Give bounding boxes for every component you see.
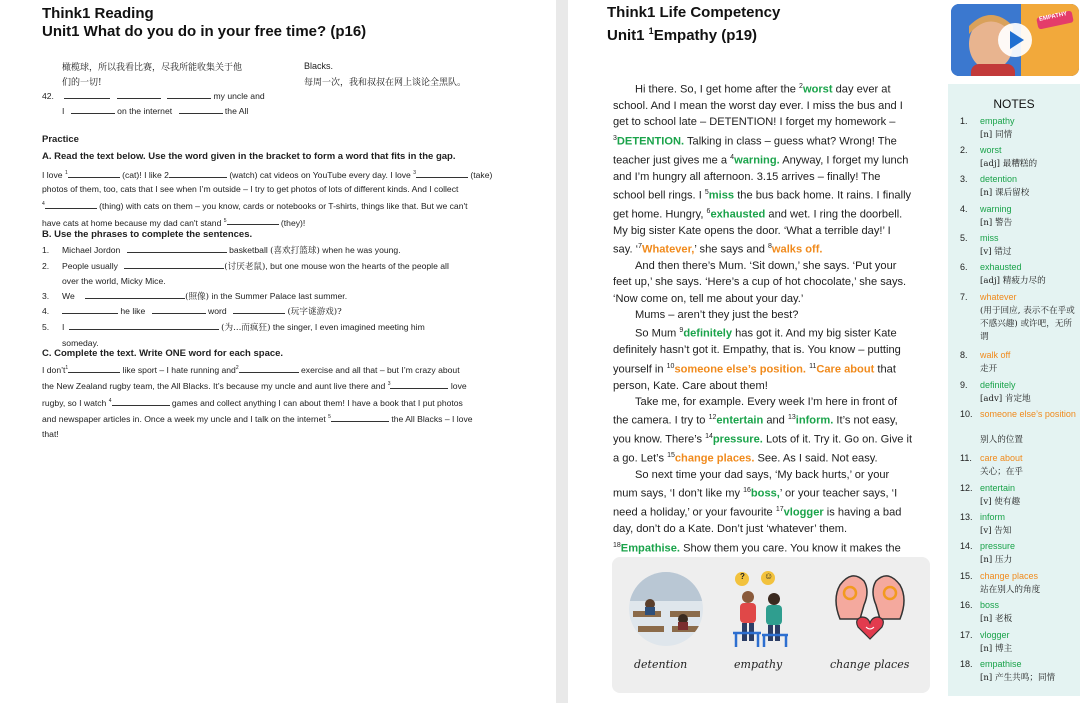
note-definition: [n] 警告 [980,218,1013,229]
note-definition: [n] 课后留校 [980,188,1030,199]
note-number: 18. [960,659,973,669]
left-title-line1: Think1 Reading [42,5,154,22]
list-item: 1. Michael Jordon basketball (喜欢打篮球) when he was young. [42,245,401,256]
note-definition: [n] 博主 [980,644,1013,655]
blank[interactable] [64,89,110,99]
blank[interactable] [71,104,115,114]
cn-line2: 们的一切! [62,78,102,88]
question-42-line2 [62,104,248,118]
section-a-heading: A. Read the text below. Use the word given in the bracket to form a word that fits in the gap. [42,151,456,162]
list-item: 2. People usually (讨厌老鼠), but one mouse won the hearts of the people all [42,260,449,272]
q42-num: 42. [42,91,54,101]
blank[interactable] [127,243,227,253]
q42-text-c: the All [224,106,249,116]
blacks-text: Blacks. [304,61,334,71]
blank-c5[interactable] [331,412,389,422]
blank-a3[interactable] [416,168,468,178]
story-paragraph-5: Take me, for example. Every week I’m here in front of the camera. I try to $^{12}$entertain and $^{13}$inform. It’s not easy, you know. There’s $^{14}$pressure. Lots of it. Try it. Go on. Give it a go. Let’s $^{15}$change places. See. As I said. Not easy. [613,395,913,465]
section-a-text: I love $^1$ (cat)! I like 2 (watch) cat videos on YouTube every day. I love $^3$ (take) photos of them, too, cats that I see when I’m outside – I try to get photos of lots of different kinds. And I collect $^4$ (thing) with cats on them – you know, cards or notebooks or T-shirts, things like that. But we can't have cats at home because my dad can't stand $^5$ (they)! [42,169,493,228]
note-word: worst [980,145,1002,155]
blank[interactable] [117,89,161,99]
list-item: 4. he like word (玩字谜游戏)? [42,306,342,318]
note-word: miss [980,233,999,243]
story-text [613,79,913,589]
note-definition: (用于回应, 表示不在乎或不感兴趣) 或许吧，无所谓 [980,306,1075,343]
section-b-heading: B. Use the phrases to complete the sentences. [42,229,253,240]
blank-c1[interactable] [68,363,120,373]
note-number: 15. [960,571,973,581]
story-paragraph-6: So next time your dad says, ‘My back hurts,’ or your mum says, ‘I don’t like my $^{16}$boss,’ or your teacher says, ‘I need a holiday,’ or your favourite $^{17}$vlogger is having a bad day, don’t do a Kate. Don’t just ‘whatever’ them. $^{18}$Empathise. Show them you care. You know it makes the [613,469,902,555]
note-number: 5. [960,233,968,243]
practice-heading: Practice [42,134,79,145]
note-word: care about [980,453,1023,463]
blank-c4[interactable] [112,396,170,406]
detention-classroom-icon [628,571,704,647]
change-places-heads-icon [830,569,910,647]
list-item: over the world, Micky Mice. [62,276,166,287]
note-definition: 走开 [980,364,998,375]
blank-a1[interactable] [68,168,120,178]
question-42-line1 [42,89,265,103]
note-word: whatever [980,292,1017,302]
right-title-line1: Think1 Life Competency [607,4,781,21]
story-paragraph-2: And then there’s Mum. ‘Sit down,’ she says. ‘Put your feet up,’ she says. ‘Here’s a cup of hot chocolate,’ she says. ‘Now come on, tell me about your day.’ [613,260,907,305]
note-definition: 别人的位置 [980,435,1023,445]
q42-text-i: I [62,106,65,116]
video-badge: EMPATHY [1038,11,1068,23]
illustration-card [612,557,930,693]
blank[interactable] [85,289,185,299]
note-number: 8. [960,350,968,360]
note-definition: [v] 告知 [980,526,1012,537]
note-number: 7. [960,292,968,302]
cn-line1: 橄榄球，所以我看比赛，尽我所能收集关于他 [62,63,243,73]
note-number: 11. [960,453,972,463]
blank[interactable] [233,304,285,314]
note-word: empathy [980,116,1015,126]
note-definition: [v] 使有趣 [980,497,1021,508]
blank[interactable] [179,104,223,114]
blank[interactable] [167,89,211,99]
story-paragraph-4: So Mum $^9$definitely has got it. And my big sister Kate definitely hasn’t got it. Empathy, that is. You know – putting yourself in $^{10}$someone else’s position. $^{11}$Care about that person, Kate. Care about them! [613,327,901,392]
note-number: 1. [960,116,968,126]
note-number: 9. [960,380,968,390]
note-number: 14. [960,541,973,551]
right-page [568,0,1080,703]
note-definition: [n] 同情 [980,130,1013,141]
note-word: walk off [980,350,1011,360]
note-definition: [adj] 最糟糕的 [980,159,1038,170]
note-definition: [n] 老板 [980,614,1013,625]
note-word: inform [980,512,1006,522]
note-word: warning [980,204,1012,214]
note-word: detention [980,174,1018,184]
note-number: 16. [960,600,973,610]
cn-right: 每周一次，我和叔叔在网上谈论全黑队。 [304,78,467,88]
label-change-places: change places [830,658,910,671]
blank-a4[interactable] [45,199,97,209]
smile-bubble: ☺ [764,571,774,581]
note-word: boss [980,600,1000,610]
note-number: 10. [960,409,973,419]
list-item: 3. We (照像) in the Summer Palace last summer. [42,290,348,302]
note-word: change places [980,571,1039,581]
note-definition: 站在别人的角度 [980,585,1041,596]
empathy-people-icon [728,569,796,649]
note-word: definitely [980,380,1016,390]
note-word: someone else’s position [980,409,1076,419]
video-thumbnail[interactable] [951,4,1079,76]
notes-title: NOTES [993,97,1035,111]
right-title-line2: Unit1 $^1$Empathy (p19) [607,26,758,44]
story-paragraph-1: Hi there. So, I get home after the $^2$worst day ever at school. And I mean the worst day ever. I miss the bus and I get to school late – DETENTION! I forget my homework – $^3$DETENTION. Talking in class – guess what? Wrong! The teacher just gives me a $^4$warning. Anyway, I forget my lunch and I’m hungry all afternoon. 3.15 arrives – finally! The school bell rings. I $^5$miss the bus back home. It rains. I finally get home. Hungry, $^6$exhausted and wet. I ring the doorbell. My big sister Kate opens the door. ‘What a terrible day!’ I say. ‘$^7$Whatever,’ she says and $^8$walks off. [613,83,912,256]
left-title-line2: Unit1 What do you do in your free time? (p16) [42,23,367,40]
q42-text-b: on the internet [117,106,173,116]
note-definition: [v] 错过 [980,247,1012,258]
list-item: someday. [62,337,99,348]
blank-a5[interactable] [227,215,279,225]
list-item: 5. I (为...而疯狂) the singer, I even imagined meeting him [42,321,425,333]
note-number: 2. [960,145,968,155]
q42-text-a: my uncle and [213,91,265,101]
note-number: 6. [960,262,968,272]
note-word: empathise [980,659,1022,669]
note-definition: 关心；在乎 [980,467,1023,478]
note-number: 13. [960,512,973,522]
section-c-text: I $don’t^1$ like sport – I hate running and$^2$ exercise and all that – but I’m crazy about the New Zealand rugby team, the All Blacks. It’s because my uncle and aunt live there and $^3$ love rugby, so I watch $^4$ games and collect anything I can about them! I have a book that I put photos and newspaper articles in. Once a week my uncle and I talk on the internet $^5$ the All Blacks – I love that! [42,364,473,439]
note-word: vlogger [980,630,1010,640]
note-number: 4. [960,204,968,214]
blank-c2[interactable] [239,363,299,373]
note-definition: [adv] 肯定地 [980,394,1031,405]
note-number: 12. [960,483,973,493]
blank-a2[interactable] [169,168,227,178]
note-number: 17. [960,630,973,640]
story-paragraph-3: Mums – aren’t they just the best? [635,308,799,321]
note-definition: [n] 压力 [980,555,1013,566]
blank-c3[interactable] [390,379,448,389]
label-detention: detention [634,658,688,671]
note-word: entertain [980,483,1016,493]
blank[interactable] [62,304,118,314]
note-definition: [adj] 精疲力尽的 [980,276,1046,287]
question-bubble: ? [740,572,745,581]
blank[interactable] [69,320,219,330]
note-number: 3. [960,174,968,184]
notes-panel [948,84,1080,696]
blank[interactable] [152,304,206,314]
section-b-list [42,243,512,350]
note-word: pressure [980,541,1016,551]
section-c-heading: C. Complete the text. Write ONE word for each space. [42,348,284,359]
blank[interactable] [124,259,224,269]
label-empathy: empathy [734,658,783,671]
note-definition: [n] 产生共鸣；同情 [980,673,1056,684]
note-word: exhausted [980,262,1022,272]
